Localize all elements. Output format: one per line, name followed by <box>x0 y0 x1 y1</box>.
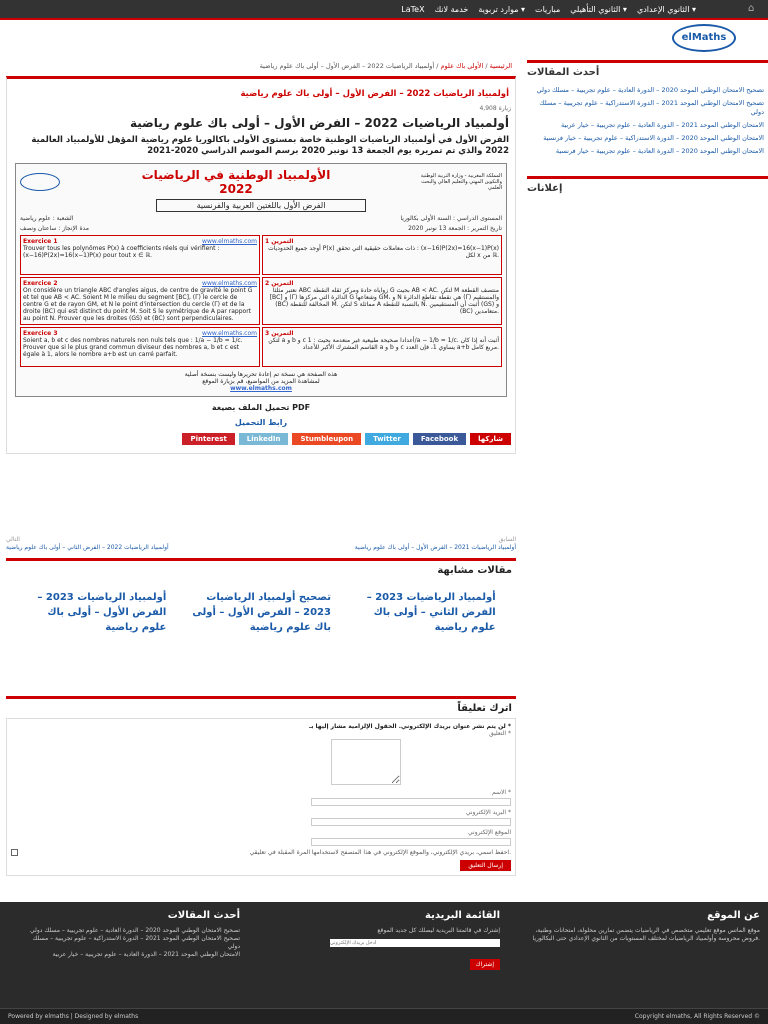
name-label: الاسم * <box>491 789 511 796</box>
newsletter-email-input[interactable] <box>330 939 500 947</box>
email-field[interactable] <box>311 818 511 826</box>
doc-date: تاريخ التمرير : الجمعة 13 نونبر 2020 <box>408 225 502 232</box>
similar-posts-list <box>6 580 516 645</box>
stumbleupon-share-button[interactable]: Stumbleupon <box>292 433 361 445</box>
pinterest-share-button[interactable]: Pinterest <box>182 433 234 445</box>
doc-header <box>20 168 502 196</box>
comment-note: لن يتم نشر عنوان بريدك الإلكتروني. الحقول الإلزامية مشار إليها بـ * <box>309 723 511 730</box>
doc-title-block <box>142 168 331 196</box>
article-description: الفرض الأول في أولمبياد الرياضيات الوطنية خاصة بمستوى الأولى باكالوريا علوم رياضية المؤهل للأولمبياد العالمية 2022 والذي تم تمريره يوم الجمعة 13 نونبر 2020 برسم الموسم الدراسي 2020-2021 <box>31 135 509 156</box>
exam-document <box>15 163 507 397</box>
home-icon[interactable]: ⌂ <box>748 3 755 14</box>
footer-recent-link[interactable]: تصحيح الامتحان الوطني الموحد 2020 – الدورة العادية – علوم تجريبية – مسلك دولي <box>30 927 240 934</box>
doc-duration: مدة الإنجاز : ساعتان ونصف <box>20 225 89 232</box>
similar-post-link[interactable]: تصحيح أولمبياد الرياضيات 2023 – الفرض الأول – أولى باك علوم رياضية <box>192 592 331 633</box>
doc-meta-2 <box>20 225 502 232</box>
nav-item-latex[interactable]: LaTeX <box>401 4 425 14</box>
footer-newsletter-title: القائمة البريدية <box>425 910 500 921</box>
linkedin-share-button[interactable]: LinkedIn <box>239 433 289 445</box>
ads-widget <box>527 176 768 200</box>
footer-bottom <box>0 1008 768 1024</box>
website-label: الموقع الإلكتروني <box>468 829 511 836</box>
nav-item-middle-school[interactable]: الثانوي الإعدادي ▾ <box>636 4 696 14</box>
recent-post-link[interactable]: الامتحان الوطني الموحد 2021 – الدورة العادية – علوم تجريبية – خيار عربية <box>560 121 764 129</box>
facebook-share-button[interactable]: Facebook <box>413 433 466 445</box>
comment-section <box>6 696 516 876</box>
nav-item-resources[interactable]: موارد تربوية ▾ <box>478 4 526 14</box>
doc-subtitle: الفرض الأول باللغتين العربية والفرنسية <box>156 199 366 212</box>
doc-branch: الشعبة : علوم رياضية <box>20 215 74 222</box>
exercise-heading: التمرين 1 <box>265 238 294 245</box>
doc-year: 2022 <box>219 182 253 196</box>
footer <box>0 902 768 1024</box>
comment-textarea[interactable] <box>331 739 401 785</box>
footer-recent <box>20 910 240 959</box>
exercise-text: نعتبر مثلثا ABC زواياه حادة ومركز ثقله النقطة G بحيث AB < AC. لتكن M منتصف القطعة [BC] و (Γ) الدائرة التي مركزها G وشعاعها GM، و N هي نقطة تقاطع الدائرة (Γ) والمستقيم (BC) المخالفة للنقطة M. لتكن S مماثلة A بالنسبة للنقطة N. أثبت أن المستقيمين (GS) و (BC) متعامدين. <box>269 287 499 315</box>
main-content <box>6 62 516 454</box>
email-label: البريد الإلكتروني * <box>465 809 511 816</box>
footer-about-title: عن الموقع <box>707 910 760 921</box>
exercise-text: On considère un triangle ABC d'angles aigus, de centre de gravité le point G et tel que AB < AC. Soient M le milieu du segment [BC], (Γ) le cercle de centre G et de rayon GM, et N le point d'intersection du cercle (Γ) et de la droite (BC) qui est distinct du point M. Soit S le symétrique de A par rapport au point N. Prouver que les droites (GS) et (BC) sont perpendiculaires. <box>23 287 253 322</box>
nav-item-latex-service[interactable]: خدمة لانك <box>434 4 469 14</box>
ads-title: إعلانات <box>527 183 563 194</box>
exercise-grid <box>20 235 502 367</box>
doc-ministry: المملكة المغربية - وزارة التربية الوطنية والتكوين المهني والتعليم العالي والبحث العلمي <box>420 173 502 191</box>
name-field[interactable] <box>311 798 511 806</box>
recent-post-link[interactable]: تصحيح الامتحان الوطني الموحد 2020 – الدورة العادية – علوم تجريبية – مسلك دولي <box>536 86 764 94</box>
share-bar <box>11 433 511 445</box>
website-field[interactable] <box>311 838 511 846</box>
exercise-ar <box>262 277 502 325</box>
main-nav <box>401 0 696 18</box>
exercise-fr <box>20 277 260 325</box>
submit-comment-button[interactable]: إرسال التعليق <box>460 860 511 871</box>
comment-label: التعليق * <box>489 730 511 737</box>
comment-form <box>6 718 516 876</box>
next-post-link[interactable]: أولمبياد الرياضيات 2022 – الفرض الثاني – أولى باك علوم رياضية <box>6 544 169 551</box>
exercise-text: Trouver tous les polynômes P(x) à coefficients réels qui vérifient : (x−16)P(2x)=16(x−1)P(x) pour tout x ∈ ℝ. <box>23 245 220 259</box>
site-link[interactable]: www.elmaths.com <box>202 280 257 287</box>
footer-recent-link[interactable]: الامتحان الوطني الموحد 2021 – الدورة العادية – علوم تجريبية – خيار عربية <box>52 951 240 958</box>
doc-title: الأولمبياد الوطنية في الرياضيات <box>141 168 331 182</box>
exercise-heading: التمرين 2 <box>265 280 294 287</box>
similar-posts-title: مقالات مشابهة <box>437 565 512 576</box>
sidebar <box>527 60 768 218</box>
exercise-text: Soient a, b et c des nombres naturels non nuls tels que : 1/a − 1/b = 1/c. Prouver que si le plus grand commun diviseur des nombres a, b et c est égale à 1, alors le nombre a+b est un carré parfait. <box>23 337 243 358</box>
footer-about <box>530 910 760 943</box>
save-info-checkbox[interactable] <box>11 849 18 856</box>
recent-posts-title: أحدث المقالات <box>527 67 600 78</box>
prev-post-link[interactable]: أولمبياد الرياضيات 2021 – الفرض الأول – أولى باك علوم رياضية <box>354 544 516 551</box>
footer-about-text: موقع الماتس موقع تعليمي متخصص في الرياضيات يتضمن تمارين محلولة، امتحانات وطنية، فروض محروسة وأولمبياد الرياضيات لمختلف المستويات من الثانوي الإعدادي حتى البكالوريا. <box>532 927 760 942</box>
exercise-fr <box>20 327 260 367</box>
doc-meta <box>20 215 502 222</box>
article <box>6 76 516 454</box>
doc-logo <box>20 173 60 191</box>
exercise-fr <box>20 235 260 275</box>
copyright: Copyright elmaths, All Rights Reserved © <box>634 1013 760 1020</box>
newsletter-subscribe-button[interactable]: إشتراك <box>470 959 500 970</box>
breadcrumb-current: أولمبياد الرياضيات 2022 – الفرض الأول – أولى باك علوم رياضية <box>259 62 435 70</box>
download-title: تحميل الملف بصيغة PDF <box>211 403 311 412</box>
next-post[interactable] <box>6 536 186 552</box>
breadcrumb: الرئيسية / الأولى باك علوم / أولمبياد الرياضيات 2022 – الفرض الأول – أولى باك علوم رياضية <box>259 62 512 70</box>
save-info-row <box>11 849 511 856</box>
site-logo[interactable]: elMaths <box>672 24 736 52</box>
powered-by: Powered by elmaths | Designed by elmaths <box>8 1013 139 1020</box>
breadcrumb-home[interactable]: الرئيسية <box>489 62 512 70</box>
breadcrumb-category[interactable]: الأولى باك علوم <box>440 62 484 70</box>
similar-posts <box>6 558 516 645</box>
recent-post-link[interactable]: الامتحان الوطني الموحد 2020 – الدورة الاستدراكية – علوم تجريبية – خيار فرنسية <box>543 134 764 142</box>
recent-posts-widget <box>527 60 768 158</box>
post-navigation <box>6 536 516 552</box>
exercise-text: لتكن a و b و c أعدادا صحيحة طبيعية غير منعدمة بحيث : 1/a − 1/b = 1/c. أثبت أنه إذا كان القاسم المشترك الأكبر للأعداد a و b و c يساوي 1، فإن العدد a+b مربع كامل. <box>268 337 499 351</box>
top-navbar <box>0 0 768 20</box>
nav-item-contests[interactable]: مباريات <box>535 4 561 14</box>
footer-recent-link[interactable]: تصحيح الامتحان الوطني الموحد 2021 – الدورة الاستدراكية – علوم تجريبية – مسلك دولي <box>32 935 240 950</box>
recent-post-link[interactable]: تصحيح الامتحان الوطني الموحد 2021 – الدورة الاستدراكية – علوم تجريبية – مسلك دولي <box>539 99 764 116</box>
similar-post-link[interactable]: أولمبياد الرياضيات 2023 – الفرض الأول – أولى باك علوم رياضية <box>37 592 167 633</box>
doc-level: المستوى الدراسي : السنة الأولى بكالوريا <box>400 215 502 222</box>
share-label: شاركها <box>470 433 511 445</box>
download-link[interactable]: رابط التحميل <box>234 418 288 427</box>
prev-label: السابق <box>498 536 516 543</box>
exercise-ar <box>262 235 502 275</box>
exercise-heading: التمرين 3 <box>265 330 294 337</box>
exercise-heading: Exercice 2 <box>23 280 58 287</box>
next-label: التالي <box>6 536 20 543</box>
site-link[interactable]: www.elmaths.com <box>202 238 257 245</box>
doc-footer-note: هذه الصفحة هي نسخة تم إعادة تحريرها وليست بنسخة أصلية <box>184 371 338 378</box>
comment-title: اترك تعليقاً <box>457 703 512 714</box>
footer-recent-title: أحدث المقالات <box>167 910 240 921</box>
doc-footer <box>20 371 502 392</box>
exercise-text: أوجد جميع الحدوديات P(x) ذات معاملات حقيقية التي تحقق : (x−16)P(2x)=16(x−1)P(x) لكل x من ℝ. <box>268 245 499 259</box>
nav-item-high-school[interactable]: الثانوي التأهيلي ▾ <box>570 4 627 14</box>
similar-post-link[interactable]: أولمبياد الرياضيات 2023 – الفرض الثاني – أولى باك علوم رياضية <box>366 592 496 633</box>
prev-post[interactable] <box>336 536 516 552</box>
doc-footer-note-2: لمشاهدة المزيد من المواضيع، قم بزيارة الموقع <box>202 378 320 385</box>
recent-post-link[interactable]: الامتحان الوطني الموحد 2020 – الدورة العادية – علوم تجريبية – خيار فرنسية <box>555 147 764 155</box>
site-link[interactable]: www.elmaths.com <box>202 330 257 337</box>
footer-newsletter-text: إشترك في قائمتنا البريدية ليصلك كل جديد الموقع <box>377 927 500 934</box>
exercise-ar <box>262 327 502 367</box>
article-small-title: أولمبياد الرياضيات 2022 – الفرض الأول – أولى باك علوم رياضية <box>240 89 509 99</box>
exercise-heading: Exercice 1 <box>23 238 58 245</box>
page-title: أولمبياد الرياضيات 2022 – الفرض الأول – أولى باك علوم رياضية <box>129 116 509 130</box>
exercise-heading: Exercice 3 <box>23 330 58 337</box>
twitter-share-button[interactable]: Twitter <box>365 433 409 445</box>
view-count: 4,908 زيارة <box>479 105 511 112</box>
save-info-label: احفظ اسمي، بريدي الإلكتروني، والموقع الإلكتروني في هذا المتصفح لاستخدامها المرة المقبلة في تعليقي. <box>249 849 511 856</box>
doc-footer-site[interactable]: www.elmaths.com <box>230 385 292 392</box>
footer-newsletter <box>280 910 500 970</box>
